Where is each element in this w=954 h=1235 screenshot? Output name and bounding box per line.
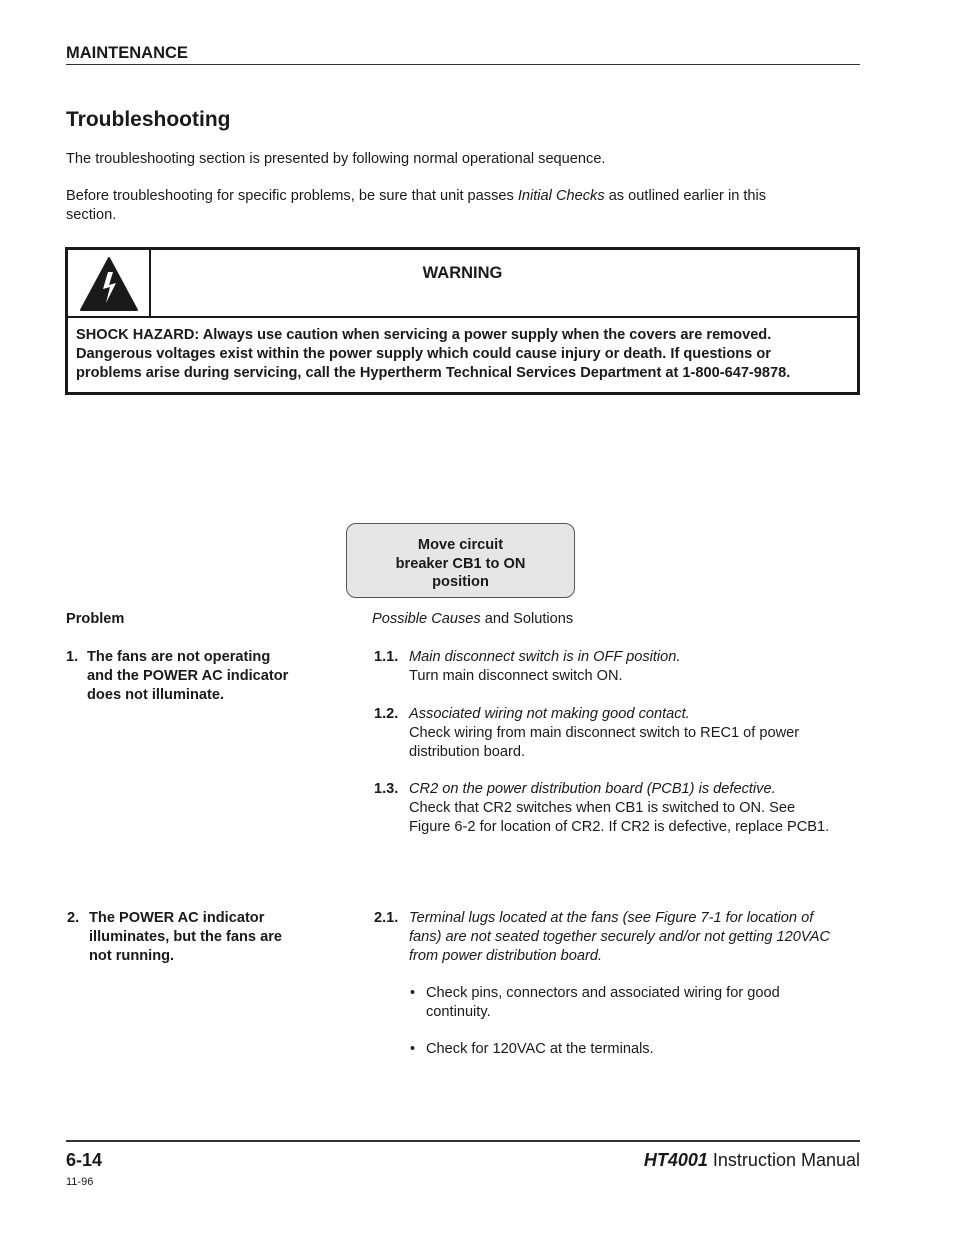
cause-number: 1.3. [374,781,399,797]
solution-text: Turn main disconnect switch ON. [409,668,623,684]
causes-header-italic: Possible Causes [372,611,481,627]
warning-box [65,247,860,395]
problem-number: 1. [66,649,79,665]
intro-text: Before troubleshooting for specific problems, be sure that unit passes [66,188,518,204]
cause-text: Main disconnect switch is in OFF position. [409,649,681,665]
product-name: HT4001 [643,1150,708,1170]
cause-text: Terminal lugs located at the fans (see Figure 7-1 for location of [409,910,814,926]
bullet-text: Check pins, connectors and associated wiring for good [426,985,780,1001]
warning-line: Dangerous voltages exist within the power supply which could cause injury or death. If questions or [76,345,771,362]
cause-text: from power distribution board. [409,948,603,964]
cause-number: 1.1. [374,649,399,665]
intro-paragraph-1: The troubleshooting section is presented by following normal operational sequence. [66,151,606,167]
problem-line: not running. [89,948,175,964]
problem-line: does not illuminate. [87,687,225,703]
cause-item [374,780,864,837]
manual-label: Instruction Manual [707,1150,860,1170]
problem-item [66,648,316,705]
warning-divider [68,316,857,318]
page-title: Troubleshooting [66,108,231,131]
cause-text: CR2 on the power distribution board (PCB1) is defective. [409,781,776,797]
cause-item [374,705,864,762]
cause-number: 1.2. [374,706,399,722]
problem-line: The fans are not operating [87,649,271,665]
warning-line: problems arise during servicing, call the Hypertherm Technical Services Department at 1-800-647-9878. [76,364,791,381]
problem-line: illuminates, but the fans are [89,929,283,945]
step-box [346,523,575,598]
bullet-icon: • [410,985,416,1001]
warning-text [76,326,851,382]
section-header: MAINTENANCE [66,44,188,62]
initial-checks-reference: Initial Checks [517,188,605,204]
cause-number: 2.1. [374,910,399,926]
problem-line: and the POWER AC indicator [87,668,289,684]
problem-line: The POWER AC indicator [89,910,265,926]
cause-item [374,648,864,686]
problem-item [67,909,317,966]
causes-column-header [372,611,573,627]
step-line: breaker CB1 to ON [395,555,526,572]
step-line: Move circuit [417,537,504,553]
bullet-text: continuity. [426,1004,491,1020]
manual-title [644,1150,860,1171]
solution-text: Check that CR2 switches when CB1 is switched to ON. See [409,800,796,816]
electrical-hazard-icon [79,256,139,312]
problem-number: 2. [67,910,80,926]
step-line: position [432,574,489,591]
causes-header-rest: and Solutions [480,611,574,627]
bullet-item [410,1040,860,1059]
page-number: 6-14 [66,1150,103,1170]
warning-title: WARNING [422,264,503,282]
intro-paragraph-2 [66,187,856,225]
intro-text-cont: as outlined earlier in this [604,188,767,204]
bullet-item [410,984,860,1022]
intro-text-line2: section. [66,207,117,223]
cause-text: fans) are not seated together securely and/or not getting 120VAC [409,929,831,945]
cause-text: Associated wiring not making good contact. [409,706,690,722]
problem-column-header: Problem [66,611,125,627]
bullet-text: Check for 120VAC at the terminals. [426,1041,654,1057]
solution-text: Figure 6-2 for location of CR2. If CR2 is defective, replace PCB1. [409,819,830,835]
solution-text: distribution board. [409,744,526,760]
revision-date: 11-96 [66,1176,94,1188]
warning-icon-cell [68,250,151,316]
header-rule [66,64,860,65]
footer-rule [66,1140,860,1142]
cause-item [374,909,874,966]
warning-line: SHOCK HAZARD: Always use caution when servicing a power supply when the covers are removed. [76,327,772,343]
solution-text: Check wiring from main disconnect switch to REC1 of power [409,725,800,741]
bullet-icon: • [410,1041,416,1057]
